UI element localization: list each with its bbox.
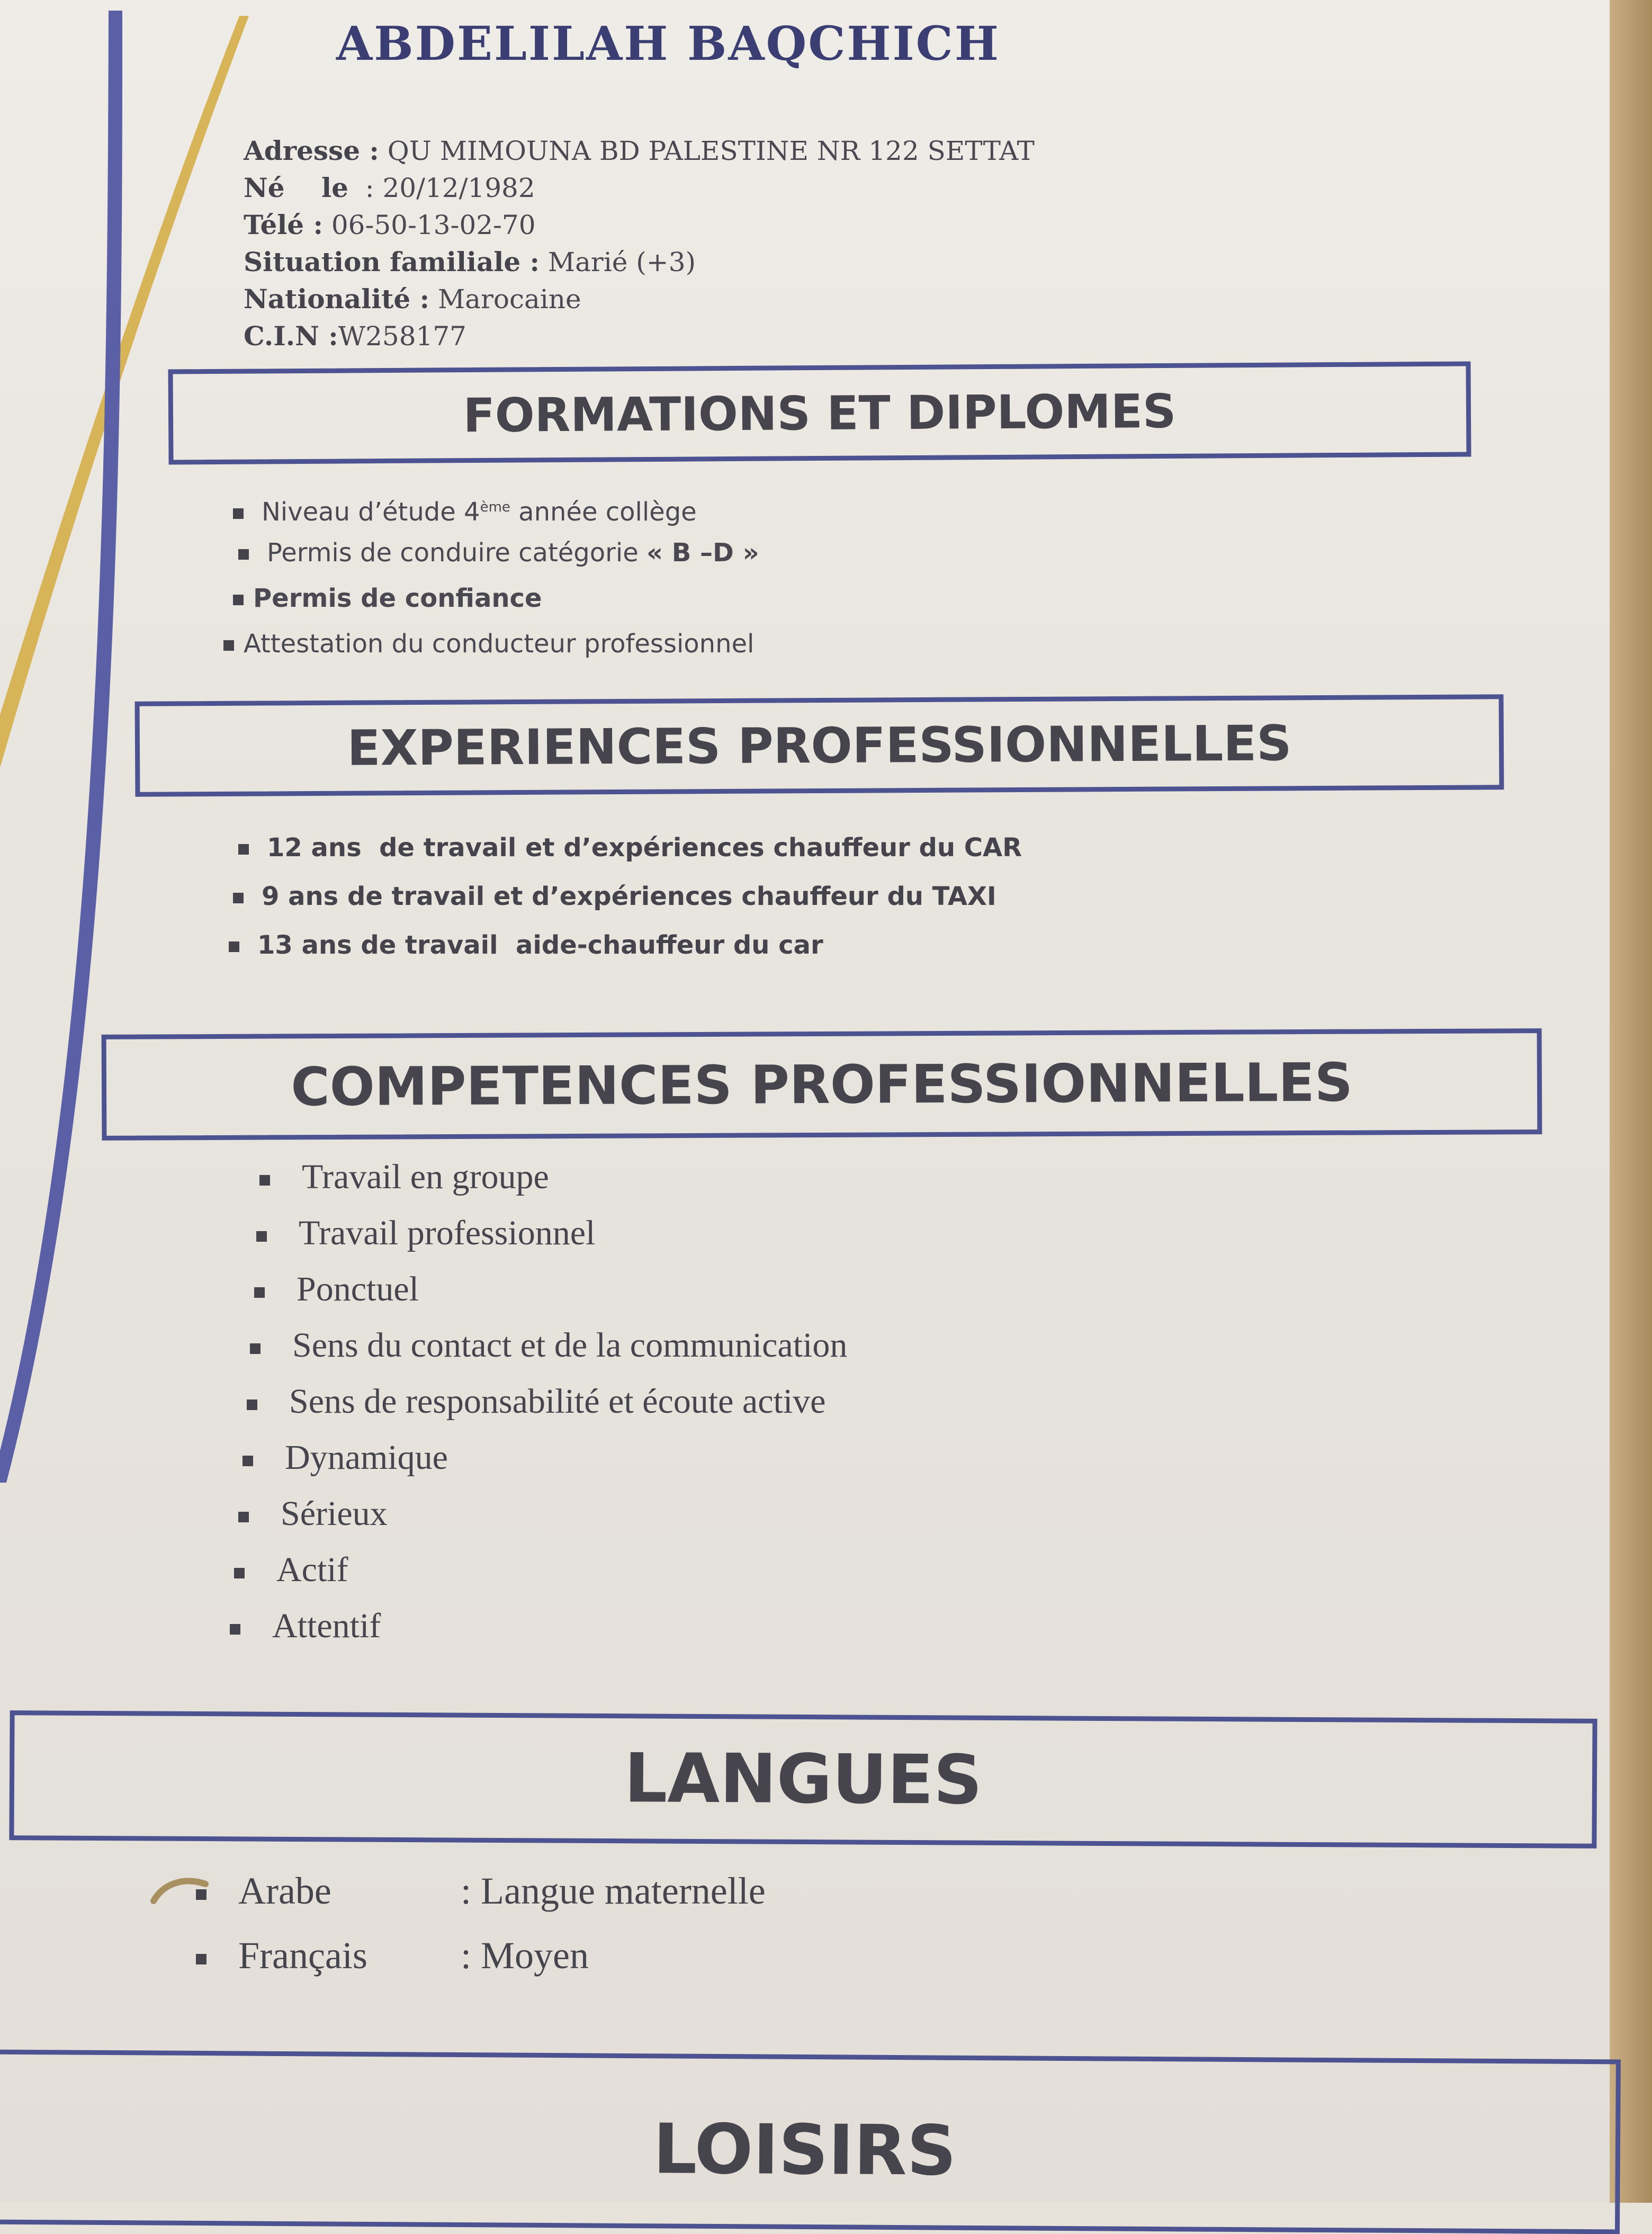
formations-heading-box <box>168 361 1471 464</box>
list-item: Travail professionnel <box>256 1205 847 1261</box>
personal-info <box>244 132 1035 355</box>
competences-heading: COMPETENCES PROFESSIONNELLES <box>291 1051 1353 1118</box>
bullet-icon <box>223 640 234 651</box>
list-item: Ponctuel <box>254 1261 847 1317</box>
language-level: : Langue maternelle <box>461 1870 766 1912</box>
bullet-icon <box>233 595 244 605</box>
info-address: Adresse : QU MIMOUNA BD PALESTINE NR 122 SETTAT <box>244 135 1035 166</box>
langues-list <box>196 1859 766 1988</box>
info-phone: Télé : 06-50-13-02-70 <box>244 209 536 240</box>
bullet-icon <box>238 1512 249 1522</box>
list-item: 12 ans de travail et d’expériences chauffeur du CAR <box>238 823 1022 872</box>
competences-list <box>254 1149 847 1654</box>
langues-heading: LANGUES <box>624 1739 983 1820</box>
bullet-icon <box>196 1889 206 1900</box>
list-item: Sens du contact et de la communication <box>250 1317 847 1374</box>
blue-stripe <box>0 11 122 1483</box>
list-item: Dynamique <box>243 1430 847 1486</box>
experiences-heading-box <box>135 694 1504 797</box>
language-level: : Moyen <box>461 1934 589 1977</box>
list-item: 13 ans de travail aide-chauffeur du car <box>229 921 1022 970</box>
competences-heading-box <box>102 1028 1542 1141</box>
bullet-icon <box>238 844 249 855</box>
list-item: Attestation du conducteur professionnel <box>223 621 759 667</box>
language-name: Arabe <box>238 1870 331 1912</box>
list-item: Actif <box>234 1542 847 1598</box>
bullet-icon <box>256 1231 267 1242</box>
bullet-icon <box>233 508 244 519</box>
list-item: Sérieux <box>238 1486 847 1542</box>
bullet-icon <box>238 549 249 560</box>
bullet-icon <box>234 1568 245 1578</box>
list-item: Attentif <box>230 1598 847 1654</box>
list-item <box>196 1923 766 1988</box>
bullet-icon <box>247 1399 257 1410</box>
list-item <box>196 1859 766 1923</box>
bullet-icon <box>259 1175 270 1186</box>
language-name: Français <box>238 1934 367 1977</box>
cv-name: ABDELILAH BAQCHICH <box>336 16 1000 71</box>
bullet-icon <box>233 893 244 903</box>
bullet-icon <box>196 1954 206 1964</box>
list-item: Sens de responsabilité et écoute active <box>247 1374 847 1430</box>
list-item: Permis de confiance <box>233 576 759 621</box>
list-item: 9 ans de travail et d’expériences chauffeur du TAXI <box>233 872 1022 921</box>
experiences-list <box>238 823 1022 970</box>
bullet-icon <box>229 941 239 952</box>
experiences-heading: EXPERIENCES PROFESSIONNELLES <box>347 714 1292 777</box>
list-item: Travail en groupe <box>259 1149 847 1205</box>
bullet-icon <box>243 1456 253 1466</box>
langues-heading-box <box>9 1710 1597 1849</box>
info-nationality: Nationalité : Marocaine <box>244 283 581 315</box>
loisirs-heading: LOISIRS <box>653 2109 957 2191</box>
loisirs-heading-box <box>0 2050 1621 2234</box>
formations-heading: FORMATIONS ET DIPLOMES <box>463 383 1177 443</box>
list-item: Permis de conduire catégorie « B –D » <box>233 530 759 576</box>
info-cin: C.I.N :W258177 <box>244 320 466 352</box>
bullet-icon <box>250 1343 261 1354</box>
formations-list <box>233 485 759 667</box>
list-item: Niveau d’étude 4ème année collège <box>233 485 759 530</box>
bullet-icon <box>254 1287 265 1298</box>
bullet-icon <box>230 1624 240 1635</box>
info-birth-date: Né le : 20/12/1982 <box>244 172 535 203</box>
info-marital-status: Situation familiale : Marié (+3) <box>244 246 696 277</box>
